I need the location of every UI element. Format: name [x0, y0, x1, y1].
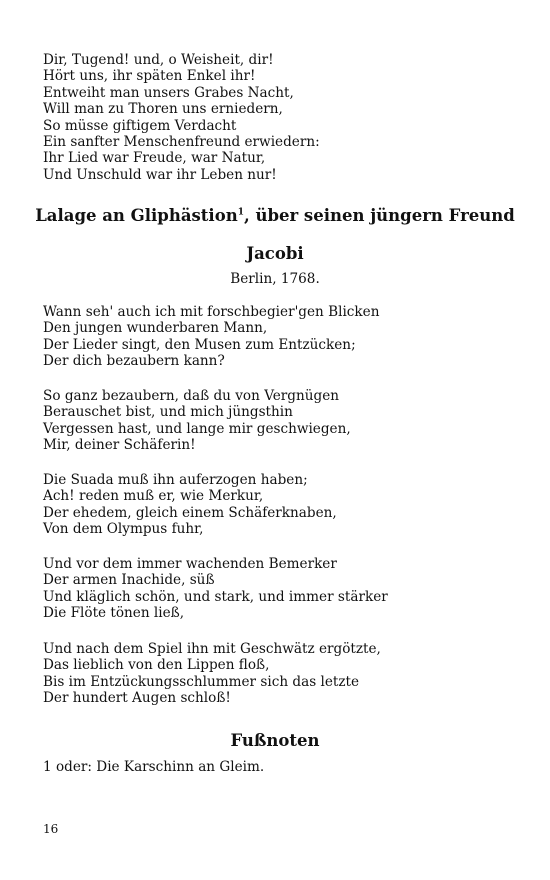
- verse-line: Ach! reden muß er, wie Merkur,: [43, 488, 264, 505]
- poem-stanza-5: [43, 641, 381, 707]
- verse-line: Der hundert Augen schloß!: [43, 690, 231, 707]
- verse-line: Den jungen wunderbaren Mann,: [43, 320, 268, 337]
- verse-line: Und nach dem Spiel ihn mit Geschwätz ergötzte,: [43, 641, 381, 657]
- poem-author: Jacobi: [246, 244, 304, 263]
- verse-line: Die Flöte tönen ließ,: [43, 605, 185, 622]
- verse-line: Und kläglich schön, und stark, und immer stärker: [43, 588, 388, 605]
- poem-title-rest: , über seinen jüngern Freund: [243, 206, 515, 225]
- poem-stanza-2: [43, 388, 351, 454]
- verse-line: Und Unschuld war ihr Leben nur!: [43, 166, 277, 183]
- poem-stanza-3: [43, 472, 337, 538]
- verse-line: Wann seh' auch ich mit forschbegier'gen Blicken: [43, 304, 380, 320]
- verse-line: Entweiht man unsers Grabes Nacht,: [43, 84, 294, 101]
- verse-line: Bis im Entzückungsschlummer sich das letzte: [43, 673, 360, 690]
- verse-line: Hört uns, ihr späten Enkel ihr!: [43, 68, 256, 85]
- verse-line: So ganz bezaubern, daß du von Vergnügen: [43, 388, 340, 404]
- verse-line: Das lieblich von den Lippen floß,: [43, 657, 270, 674]
- page-number: 16: [43, 822, 59, 836]
- verse-line: Dir, Tugend! und, o Weisheit, dir!: [43, 52, 274, 68]
- verse-line: Der Lieder singt, den Musen zum Entzücken;: [43, 336, 356, 353]
- verse-line: Ihr Lied war Freude, war Natur,: [43, 150, 266, 167]
- verse-line: Der armen Inachide, süß: [43, 572, 215, 589]
- verse-line: Die Suada muß ihn auferzogen haben;: [43, 472, 308, 488]
- footnote-marker[interactable]: 1: [237, 207, 244, 218]
- verse-line: Will man zu Thoren uns erniedern,: [43, 101, 283, 118]
- verse-line: Von dem Olympus fuhr,: [43, 521, 204, 538]
- poem-stanza-1: [43, 304, 379, 370]
- footnotes-heading: Fußnoten: [230, 731, 320, 750]
- verse-line: Vergessen hast, und lange mir geschwiegen,: [43, 420, 351, 437]
- poem-stanza-4: [43, 556, 388, 622]
- poem-title-main: Lalage an Gliphästion: [35, 206, 238, 225]
- opening-stanza: [43, 52, 320, 183]
- verse-line: Der dich bezaubern kann?: [43, 353, 225, 370]
- verse-line: Der ehedem, gleich einem Schäferknaben,: [43, 504, 337, 521]
- footnote-item: 1 oder: Die Karschinn an Gleim.: [43, 759, 265, 775]
- verse-line: Berauschet bist, und mich jüngsthin: [43, 404, 293, 421]
- verse-line: Ein sanfter Menschenfreund erwiedern:: [43, 134, 320, 151]
- verse-line: Und vor dem immer wachenden Bemerker: [43, 556, 337, 572]
- poem-place-date: Berlin, 1768.: [230, 271, 320, 287]
- verse-line: Mir, deiner Schäferin!: [43, 437, 196, 454]
- poem-title: [0, 206, 550, 225]
- verse-line: So müsse giftigem Verdacht: [43, 117, 237, 134]
